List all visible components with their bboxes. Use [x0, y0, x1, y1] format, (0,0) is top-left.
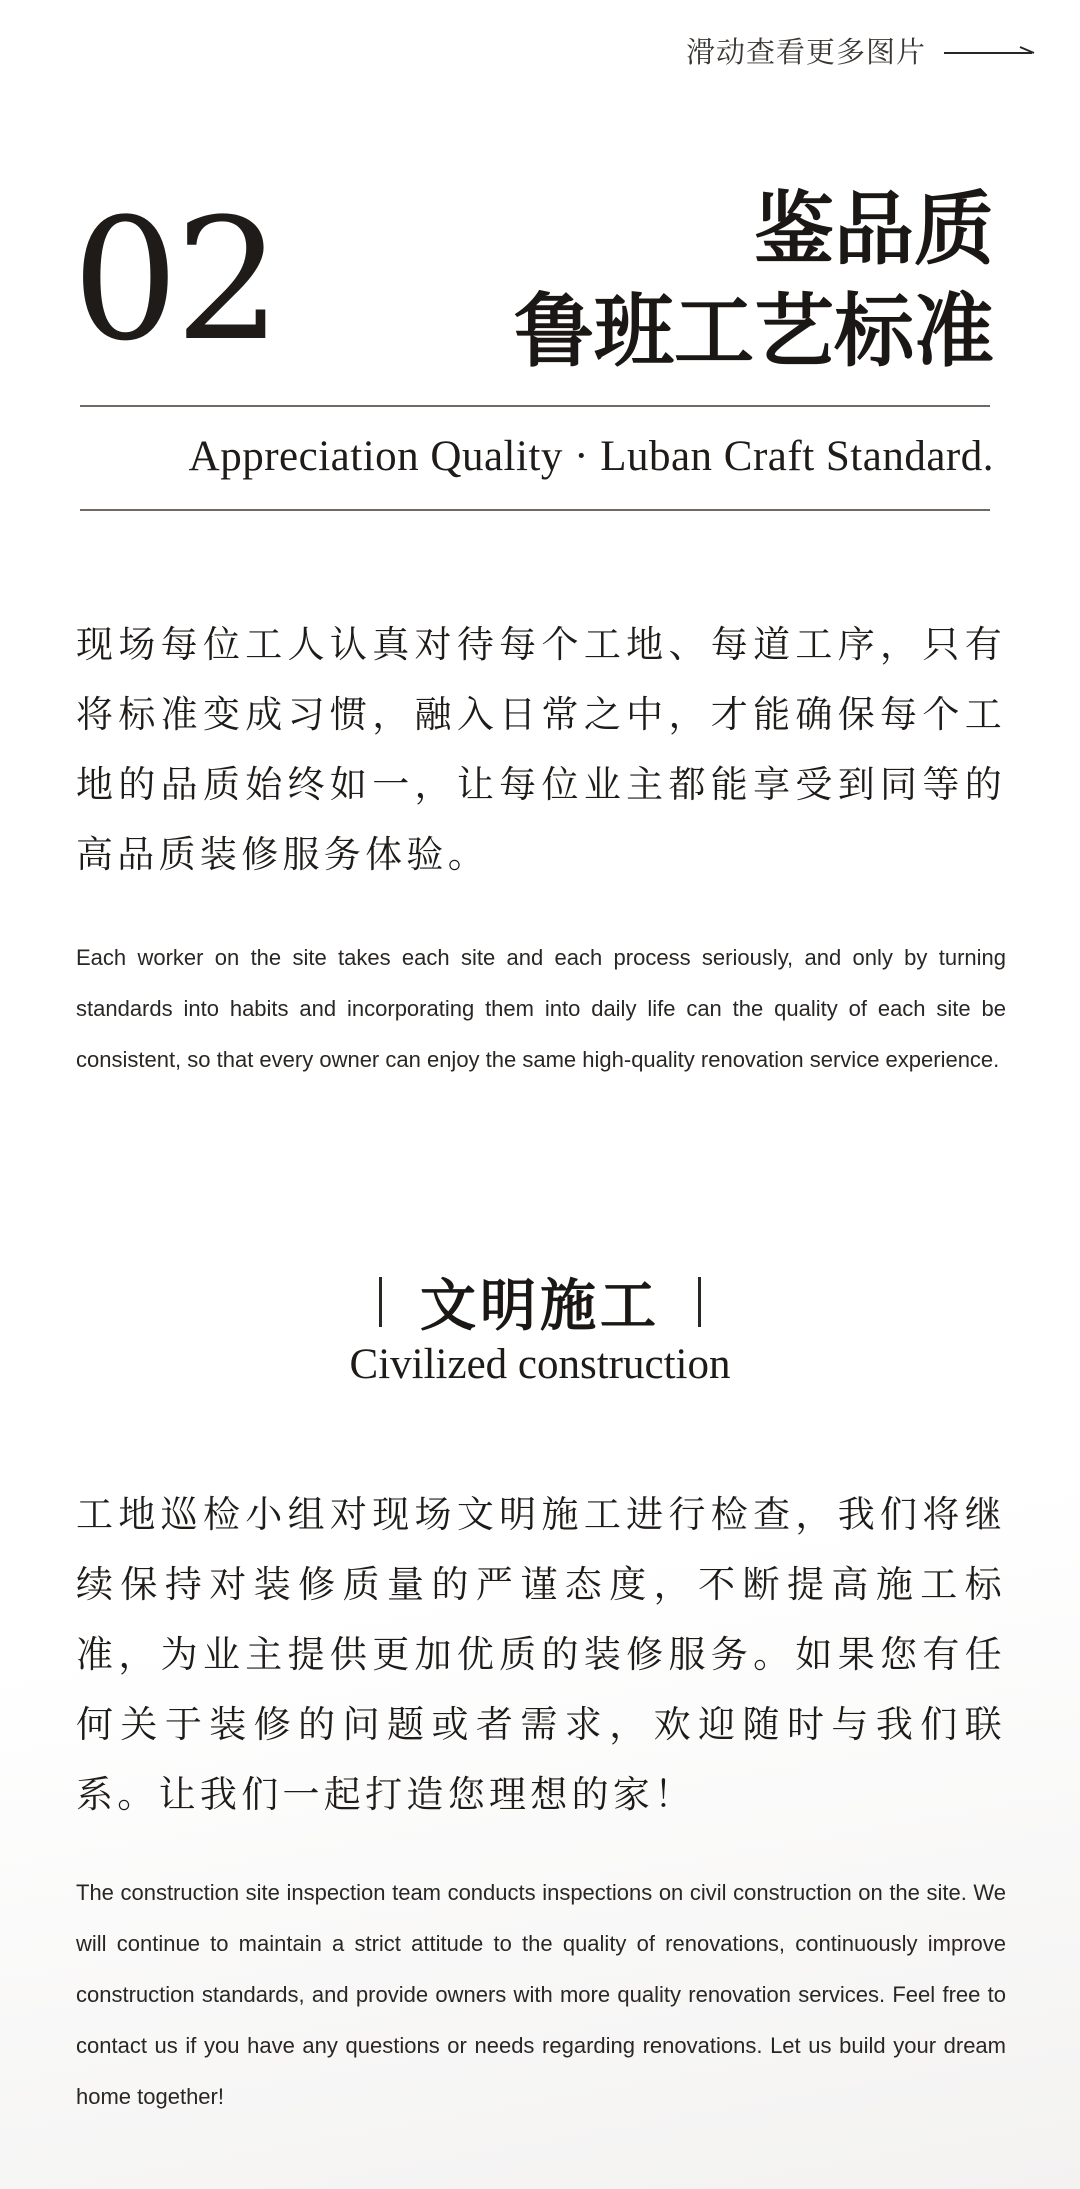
long-arrow-right-icon	[944, 43, 1036, 59]
title-line-1: 鉴品质	[754, 182, 994, 276]
divider-bottom	[80, 509, 990, 511]
section-heading-cn: 文明施工	[420, 1274, 660, 1339]
title-line-2: 鲁班工艺标准	[514, 284, 994, 378]
subtitle-en: Appreciation Quality · Luban Craft Standard.	[188, 433, 994, 480]
swipe-hint-label: 滑动查看更多图片	[685, 35, 926, 69]
intro-paragraph-cn: 现场每位工人认真对待每个工地、每道工序，只有将标准变成习惯，融入日常之中，才能确保每个工地的品质始终如一，让每位业主都能享受到同等的高品质装修服务体验。	[76, 623, 1006, 876]
section-heading	[0, 1262, 1080, 1342]
construction-paragraph-cn: 工地巡检小组对现场文明施工进行检查，我们将继续保持对装修质量的严谨态度，不断提高施工标准，为业主提供更加优质的装修服务。如果您有任何关于装修的问题或者需求，欢迎随时与我们联系。让我们一起打造您理想的家！	[76, 1493, 1006, 1816]
intro-paragraph-en: Each worker on the site takes each site and each process seriously, and only by turning standards into habits and incorporating them into daily life can the quality of each site be consistent, so that every owner can enjoy the same high-quality renovation service experience.	[76, 945, 1006, 1072]
construction-paragraph-en: The construction site inspection team conducts inspections on civil construction on the site. We will continue to maintain a strict attitude to the quality of renovations, continuously improve construction standards, and provide owners with more quality renovation services. Feel free to contact us if you have any questions or needs regarding renovations. Let us build your dream home together!	[76, 1880, 1006, 2109]
section-number: 02	[72, 182, 278, 378]
heading-bar-right	[698, 1277, 701, 1327]
section-heading-en: Civilized construction	[349, 1341, 731, 1388]
page-title	[514, 178, 994, 382]
divider-top	[80, 405, 990, 407]
swipe-hint[interactable]	[686, 30, 1036, 71]
heading-bar-left	[379, 1277, 382, 1327]
